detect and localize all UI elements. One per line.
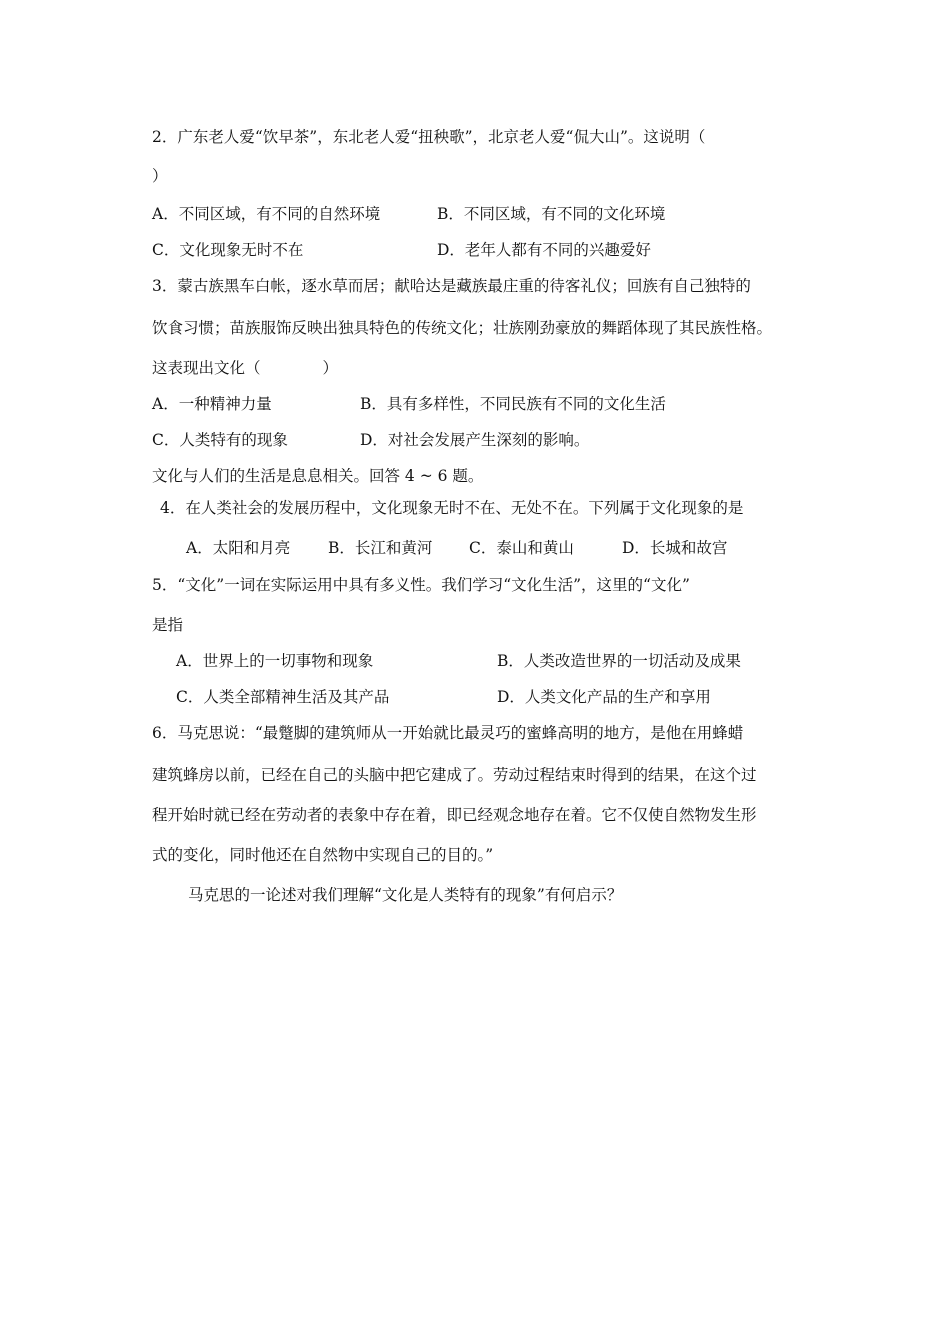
- q5-stem-line1: 5．“文化”一词在实际运用中具有多义性。我们学习“文化生活”，这里的“文化”: [152, 576, 690, 594]
- q6-line3: 程开始时就已经在劳动者的表象中存在着，即已经观念地存在着。它不仅使自然物发生形: [152, 806, 757, 824]
- q5-stem-line2: 是指: [152, 616, 184, 634]
- q2-option-c: C．文化现象无时不在: [152, 241, 304, 259]
- q5-option-a: A．世界上的一切事物和现象: [176, 652, 374, 670]
- q6-line4: 式的变化，同时他还在自然物中实现自己的目的。”: [152, 846, 494, 864]
- q5-option-d: D．人类文化产品的生产和享用: [497, 688, 711, 706]
- q4-option-b: B．长江和黄河: [328, 539, 433, 557]
- q3-stem-line1: 3．蒙古族黑车白帐，逐水草而居；献哈达是藏族最庄重的待客礼仪；回族有自己独特的: [152, 277, 751, 295]
- q5-option-c: C．人类全部精神生活及其产品: [176, 688, 390, 706]
- q6-question: 马克思的一论述对我们理解“文化是人类特有的现象”有何启示？: [188, 886, 623, 904]
- q3-stem-line2: 饮食习惯；苗族服饰反映出独具特色的传统文化；壮族刚劲豪放的舞蹈体现了其民族性格。: [152, 319, 773, 337]
- q4-stem: 4．在人类社会的发展历程中，文化现象无时不在、无处不在。下列属于文化现象的是: [160, 499, 744, 517]
- q4-option-a: A．太阳和月亮: [186, 539, 291, 557]
- q2-stem-line2: ）: [152, 167, 168, 185]
- q3-option-d: D．对社会发展产生深刻的影响。: [360, 431, 590, 449]
- q5-option-b: B．人类改造世界的一切活动及成果: [497, 652, 741, 670]
- q2-option-d: D．老年人都有不同的兴趣爱好: [437, 241, 651, 259]
- q2-option-a: A．不同区域，有不同的自然环境: [152, 205, 381, 223]
- q4-option-d: D．长城和故宫: [622, 539, 728, 557]
- intro-4-6: 文化与人们的生活是息息相关。回答 4 ~ 6 题。: [152, 467, 484, 485]
- q2-option-b: B．不同区域，有不同的文化环境: [437, 205, 666, 223]
- q3-option-a: A．一种精神力量: [152, 395, 272, 413]
- q4-option-c: C．泰山和黄山: [469, 539, 574, 557]
- q2-stem-line1: 2．广东老人爱“饮早茶”，东北老人爱“扭秧歌”，北京老人爱“侃大山”。这说明（: [152, 128, 706, 146]
- q3-option-c: C．人类特有的现象: [152, 431, 288, 449]
- q6-line1: 6．马克思说：“最蹩脚的建筑师从一开始就比最灵巧的蜜蜂高明的地方，是他在用蜂蜡: [152, 724, 744, 742]
- q3-option-b: B．具有多样性，不同民族有不同的文化生活: [360, 395, 666, 413]
- q3-stem-line3: 这表现出文化（ ）: [152, 359, 339, 377]
- q6-line2: 建筑蜂房以前，已经在自己的头脑中把它建成了。劳动过程结束时得到的结果，在这个过: [152, 766, 757, 784]
